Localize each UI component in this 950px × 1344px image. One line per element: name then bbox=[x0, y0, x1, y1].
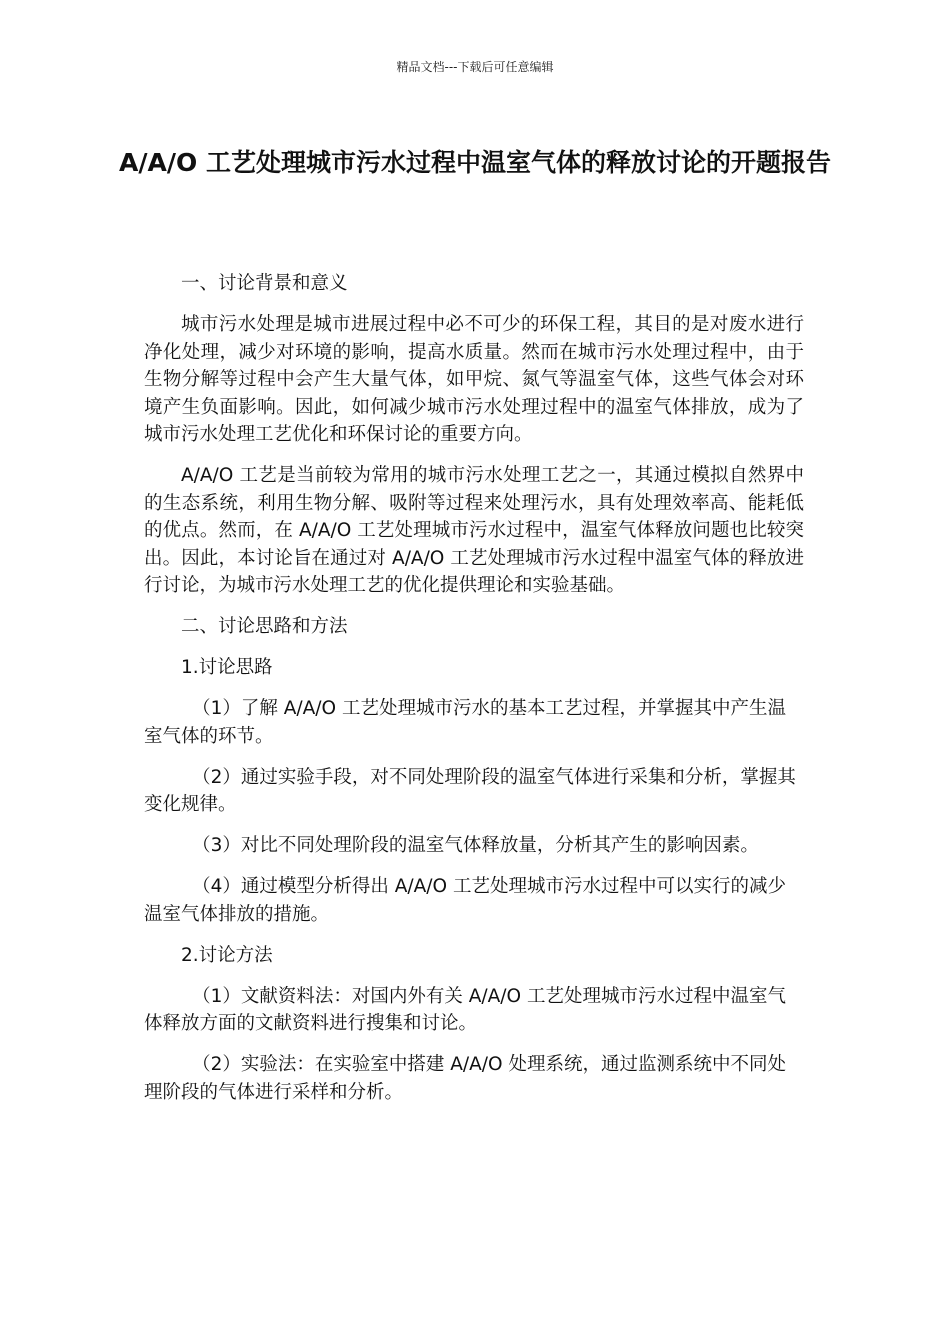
background-paragraph-2: A/A/O 工艺是当前较为常用的城市污水处理工艺之一，其通过模拟自然界中的生态系统，利用生物分解、吸附等过程来处理污水，具有处理效率高、能耗低的优点。然而，在 A/A/O 工艺处理城市污水过程中，温室气体释放问题也比较突出。因此，本讨论旨在通过对 A/A/O 工艺处理城市污水过程中温室气体的释放进行讨论，为城市污水处理工艺的优化提供理论和实验基础。 bbox=[144, 465, 804, 596]
method-item: （2）实验法：在实验室中搭建 A/A/O 处理系统，通过监测系统中不同处理阶段的气体进行采样和分析。 bbox=[144, 1054, 786, 1103]
idea-item: （4）通过模型分析得出 A/A/O 工艺处理城市污水过程中可以实行的减少温室气体排放的措施。 bbox=[144, 876, 786, 925]
idea-item: （2）通过实验手段，对不同处理阶段的温室气体进行采集和分析，掌握其变化规律。 bbox=[144, 766, 796, 815]
idea-item: （1）了解 A/A/O 工艺处理城市污水的基本工艺过程，并掌握其中产生温室气体的环节。 bbox=[144, 698, 786, 747]
subsection-heading-methods: 2.讨论方法 bbox=[181, 944, 273, 966]
document-title: A/A/O 工艺处理城市污水过程中温室气体的释放讨论的开题报告 bbox=[119, 148, 831, 177]
background-paragraph-1: 城市污水处理是城市进展过程中必不可少的环保工程，其目的是对废水进行净化处理，减少对环境的影响，提高水质量。然而在城市污水处理过程中，由于生物分解等过程中会产生大量气体，如甲烷、氮气等温室气体，这些气体会对环境产生负面影响。因此，如何减少城市污水处理过程中的温室气体排放，成为了城市污水处理工艺优化和环保讨论的重要方向。 bbox=[144, 314, 804, 445]
header-note: 精品文档---下载后可任意编辑 bbox=[396, 60, 554, 74]
subsection-heading-ideas: 1.讨论思路 bbox=[181, 657, 273, 678]
section-heading-methods: 二、讨论思路和方法 bbox=[181, 616, 348, 637]
idea-item: （3）对比不同处理阶段的温室气体释放量，分析其产生的影响因素。 bbox=[192, 835, 759, 856]
method-item: （1）文献资料法：对国内外有关 A/A/O 工艺处理城市污水过程中温室气体释放方面的文献资料进行搜集和讨论。 bbox=[144, 985, 786, 1034]
section-heading-background: 一、讨论背景和意义 bbox=[181, 273, 348, 294]
document-body bbox=[144, 270, 804, 1120]
